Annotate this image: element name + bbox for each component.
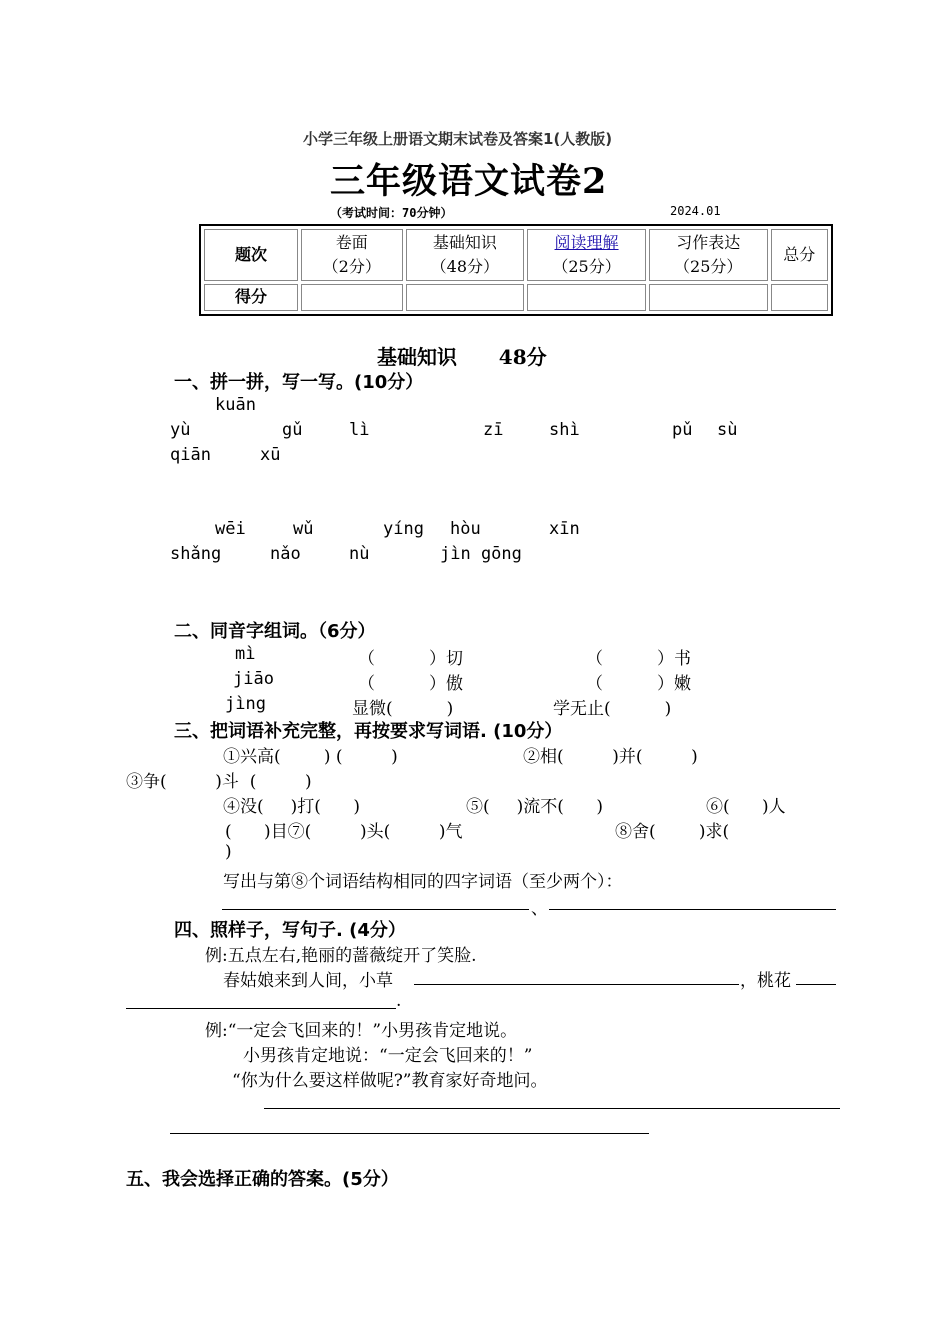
answer-line[interactable] — [126, 1008, 396, 1009]
score-col-basic — [406, 229, 525, 281]
answer-line[interactable] — [222, 909, 529, 910]
score-table-row-label: 得分 — [204, 284, 298, 311]
col-name: 卷面 — [335, 232, 368, 252]
idiom-blank: ) — [225, 842, 232, 862]
q4-title: 四、照样子，写句子. (4分） — [174, 920, 406, 941]
pinyin: wǔ — [293, 519, 314, 539]
col-points: （2分） — [322, 256, 381, 276]
idiom-blank[interactable]: ④没( )打( ) — [223, 797, 360, 817]
idiom-blank[interactable]: ⑤( )流不( ) — [466, 797, 603, 817]
sentence-prompt: 春姑娘来到人间，小草 — [223, 971, 393, 991]
page-title: 三年级语文试卷2 — [330, 161, 608, 202]
idiom-blank[interactable]: ③争( )斗 ( ) — [126, 772, 312, 792]
pinyin: sù — [717, 420, 738, 440]
q3-title: 三、把词语补充完整，再按要求写词语. (10分） — [174, 721, 563, 742]
score-col-total — [771, 229, 828, 281]
col-points: （25分） — [552, 256, 621, 276]
reading-link[interactable]: 阅读理解 — [554, 232, 619, 252]
pinyin: kuān — [215, 395, 256, 415]
period: . — [396, 991, 402, 1011]
idiom-blank[interactable]: ⑧舍( )求( — [615, 822, 730, 842]
example-sentence: 小男孩肯定地说：“一定会飞回来的！” — [243, 1046, 533, 1066]
score-table-header-row — [204, 229, 828, 281]
col-points: （48分） — [430, 256, 500, 276]
pinyin: qiān — [170, 445, 211, 465]
idiom-blank[interactable]: ②相( )并( ) — [523, 747, 698, 767]
pinyin: yíng — [383, 519, 424, 539]
pinyin: yù — [170, 420, 191, 440]
score-cell[interactable] — [771, 284, 828, 311]
sentence-prompt: “你为什么要这样做呢?”教育家好奇地问。 — [232, 1071, 548, 1091]
sentence-prompt: ，桃花 — [740, 971, 791, 991]
col-points: （25分） — [674, 256, 743, 276]
answer-line[interactable] — [549, 909, 836, 910]
score-col-cover — [301, 229, 403, 281]
example-sentence: 例:“一定会飞回来的！”小男孩肯定地说。 — [205, 1021, 518, 1041]
answer-line[interactable] — [170, 1133, 649, 1134]
q3-instruction: 写出与第⑧个词语结构相同的四字词语（至少两个）： — [223, 872, 623, 892]
pinyin: jìng — [225, 694, 266, 714]
pinyin: gǔ — [282, 420, 303, 440]
col-name: 习作表达 — [676, 232, 741, 252]
pinyin: nù — [349, 544, 370, 564]
pinyin: xū — [260, 445, 281, 465]
blank-word[interactable]: （ ）嫩 — [586, 674, 692, 694]
blank-word[interactable]: 显微( ) — [352, 699, 454, 719]
score-cell[interactable] — [406, 284, 525, 311]
exam-date: 2024.01 — [670, 204, 721, 218]
col-name: 总分 — [783, 244, 816, 264]
pinyin: hòu — [450, 519, 481, 539]
answer-line[interactable] — [414, 984, 739, 985]
idiom-blank[interactable]: ⑥( )人 — [706, 797, 786, 817]
answer-line[interactable] — [796, 984, 836, 985]
section-header: 基础知识 48分 — [377, 345, 547, 369]
score-col-reading — [527, 229, 646, 281]
score-col-writing — [649, 229, 768, 281]
answer-line[interactable] — [264, 1108, 840, 1109]
blank-word[interactable]: （ ）书 — [586, 649, 692, 669]
pinyin: wēi — [215, 519, 246, 539]
score-table-score-row — [204, 284, 828, 311]
pinyin: lì — [349, 420, 370, 440]
pinyin: shǎng — [170, 544, 222, 564]
pinyin: jiāo — [233, 669, 274, 689]
col-name: 基础知识 — [432, 232, 497, 252]
idiom-blank[interactable]: ( )目⑦( )头( )气 — [225, 822, 463, 842]
example-sentence: 例:五点左右,艳丽的蔷薇绽开了笑脸. — [205, 946, 477, 966]
pinyin: mì — [235, 644, 256, 664]
blank-word[interactable]: （ ）傲 — [358, 674, 464, 694]
q5-title: 五、我会选择正确的答案。(5分） — [126, 1169, 399, 1190]
idiom-blank[interactable]: ①兴高( ) ( ) — [223, 747, 398, 767]
exam-time: （考试时间：70分钟） — [330, 206, 453, 220]
q2-title: 二、同音字组词。（6分） — [174, 621, 376, 642]
pinyin: zī — [483, 420, 504, 440]
score-table-row-label: 题次 — [204, 229, 298, 281]
separator: 、 — [531, 899, 548, 919]
supertitle: 小学三年级上册语文期末试卷及答案1(人教版) — [303, 130, 613, 148]
score-cell[interactable] — [649, 284, 768, 311]
blank-word[interactable]: 学无止( ) — [553, 699, 672, 719]
score-cell[interactable] — [301, 284, 403, 311]
pinyin: xīn — [549, 519, 580, 539]
pinyin: jìn gōng — [440, 544, 522, 564]
pinyin: pǔ — [672, 420, 693, 440]
blank-word[interactable]: （ ）切 — [358, 649, 464, 669]
q1-title: 一、拼一拼，写一写。(10分） — [174, 372, 424, 393]
pinyin: shì — [549, 420, 580, 440]
pinyin: nǎo — [270, 544, 301, 564]
score-cell[interactable] — [527, 284, 646, 311]
score-table — [199, 224, 833, 316]
